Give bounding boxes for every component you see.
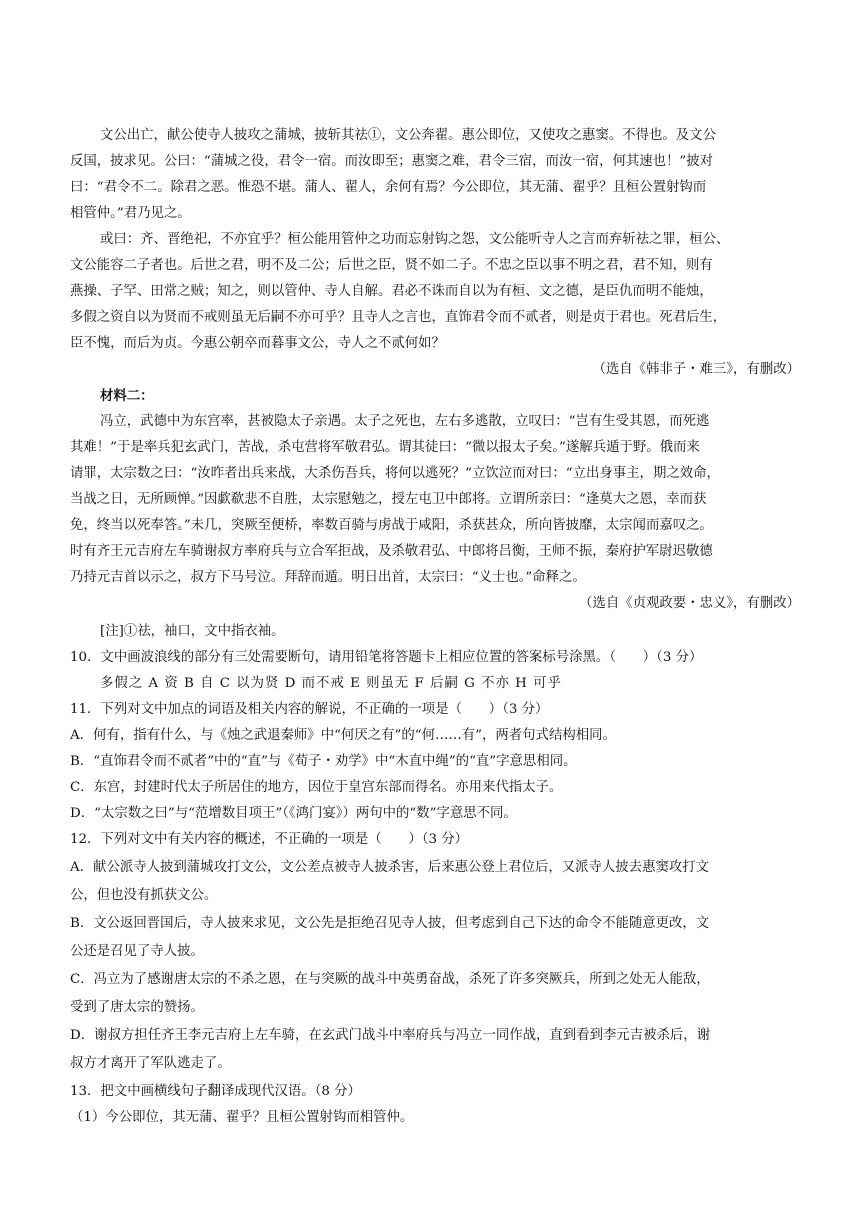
material1-line: 反国，披求见。公曰：“蒲城之役，君令一宿。而汝即至；惠窦之难，君令三宿，而汝一宿，何其速也！”披对 [70,154,714,169]
question-12-option-line: 受到了唐太宗的赞扬。 [70,1000,204,1015]
question-12-option-line: A．献公派寺人披到蒲城攻打文公，文公差点被寺人披杀害，后来惠公登上君位后，又派寺人披去惠窦攻打文 [70,860,710,875]
material2-line: 请罪，太宗数之曰：“汝昨者出兵来战，大杀伤吾兵，将何以逃死？”立饮泣而对曰：“立出身事主，期之效命， [70,466,720,481]
question-12-option-line: B．文公返回晋国后，寺人披来求见，文公先是拒绝召见寺人披，但考虑到自己下达的命令不能随意更改，文 [70,916,710,931]
question-11-option-d: D．“太宗数之曰”与“范增数目项王”（《鸿门宴》）两句中的“数”字意思不同。 [70,806,517,821]
material1-line: 臣不愧，而后为贞。今惠公朝卒而暮事文公，寺人之不贰何如？ [70,336,445,351]
material1-line: 多假之资自以为贤而不戒则虽无后嗣不亦可乎？且寺人之言也，直饰君令而不贰者，则是贞于君也。死君后生， [70,310,727,325]
question-11-option-a: A．何有，指有什么，与《烛之武退秦师》中“何厌之有”的“何……有”，两者句式结构相同。 [70,728,616,743]
question-11-option-b: B．“直饰君令而不贰者”中的“直”与《荀子・劝学》中“木直中绳”的“直”字意思相同。 [70,754,577,769]
material2-line: 冯立，武德中为东宫率，甚被隐太子亲遇。太子之死也，左右多逃散，立叹曰：“岂有生受其恩，而死逃 [100,414,710,429]
material1-line: 文公出亡，献公使寺人披攻之蒲城，披斩其祛①，文公奔翟。惠公即位，又使攻之惠窦。不得也。及文公 [100,128,716,143]
question-11-option-c: C．东宫，封建时代太子所居住的地方，因位于皇宫东部而得名。亦用来代指太子。 [70,780,563,795]
question-11-stem: 11．下列对文中加点的词语及相关内容的解说，不正确的一项是（ ）（3 分） [70,702,549,717]
material2-line: 当战之日，无所顾惮。”因歔欷悲不自胜，太宗慰勉之，授左屯卫中郎将。立谓所亲曰：“逢莫大之恩，幸而获 [70,492,707,507]
material1-line: 或曰：齐、晋绝祀，不亦宜乎？桓公能用管仲之功而忘射钩之怨，文公能听寺人之言而弃斩祛之罪，桓公、 [100,232,730,247]
material2-line: 免，终当以死奉答。”未几，突厥至便桥，率数百骑与虏战于咸阳，杀获甚众，所向皆披靡，太宗闻而嘉叹之。 [70,518,713,533]
material2-line: 其难！”于是率兵犯玄武门，苦战，杀屯营将军敬君弘。谓其徒曰：“微以报太子矣。”遂解兵遁于野。俄而来 [70,440,700,455]
question-12-option-line: 叔方才离开了军队逃走了。 [70,1056,231,1071]
material2-source: （选自《贞观政要・忠义》，有删改） [579,596,800,611]
material1-line: 相管仲。”君乃见之。 [70,206,191,221]
question-12-option-line: D．谢叔方担任齐王李元吉府上左车骑，在玄武门战斗中率府兵与冯立一同作战，直到看到李元吉被杀后，谢 [70,1028,711,1043]
question-12-option-line: 公，但也没有抓获文公。 [70,888,218,903]
material1-line: 文公能容二子者也。后世之君，明不及二公；后世之臣，贤不如二子。不忠之臣以事不明之君，君不知，则有 [70,258,713,273]
material2-line: 乃持元吉首以示之，叔方下马号泣。拜辞而遁。明日出首，太宗曰：“义士也。”命释之。 [70,570,586,585]
question-12-option-line: 公还是召见了寺人披。 [70,944,204,959]
question-10-stem: 10．文中画波浪线的部分有三处需要断句，请用铅笔将答题卡上相应位置的答案标号涂黑。（ ）（3 分） [70,650,703,665]
question-12-stem: 12．下列对文中有关内容的概述，不正确的一项是（ ）（3 分） [70,832,469,847]
material1-source: （选自《韩非子・难三》，有删改） [592,362,800,377]
question-13-sub1: （1）今公即位，其无蒲、翟乎？且桓公置射钩而相管仲。 [70,1110,414,1125]
question-12-option-line: C．冯立为了感谢唐太宗的不杀之恩，在与突厥的战斗中英勇奋战，杀死了许多突厥兵，所到之处无人能敌， [70,972,710,987]
question-13-stem: 13．把文中画横线句子翻译成现代汉语。（8 分） [70,1084,361,1099]
material2-line: 时有齐王元吉府左车骑谢叔方率府兵与立合军拒战，及杀敬君弘、中郎将吕衡，王师不振，秦府护军尉迟敬德 [70,544,713,559]
material1-line: 燕操、子罕、田常之贼；知之，则以管仲、寺人自解。君必不诛而自以为有桓、文之德，是臣仇而明不能烛， [70,284,713,299]
material1-line: 曰：“君令不二。除君之恶。惟恐不堪。蒲人、翟人，余何有焉？今公即位，其无蒲、翟乎？且桓公置射钩而 [70,180,707,195]
question-10-options: 多假之 A 资 B 自 C 以为贤 D 而不戒 E 则虽无 F 后嗣 G 不亦 H 可乎 [100,676,562,691]
material2-heading: 材料二： [100,388,154,404]
footnote: [注]①祛，袖口，文中指衣袖。 [100,624,285,639]
